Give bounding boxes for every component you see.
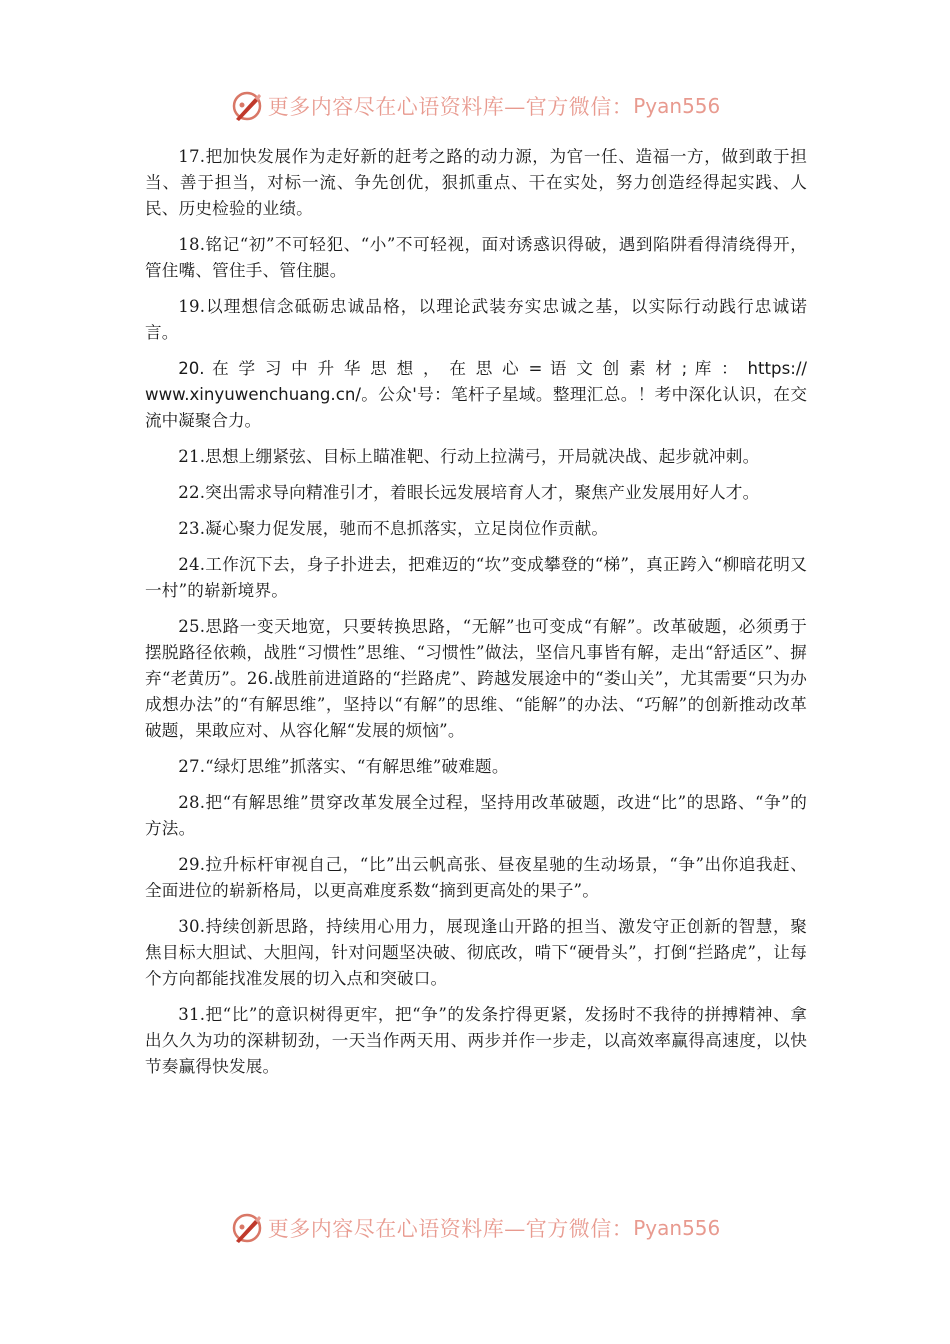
paragraph-24: 24.工作沉下去，身子扑进去，把难迈的“坎”变成攀登的“梯”，真正跨入“柳暗花明又一村”的崭新境界。 <box>145 555 807 600</box>
banner-text: 更多内容尽在心语资料库—官方微信： <box>267 1217 634 1241</box>
paragraph-17: 17.把加快发展作为走好新的赶考之路的动力源，为官一任、造福一方，做到敢于担当、善于担当，对标一流、争先创优，狠抓重点、干在实处，努力创造经得起实践、人民、历史检验的业绩。 <box>145 147 807 218</box>
document-body <box>145 144 807 1090</box>
paragraph-19: 19.以理想信念砥砺忠诚品格，以理论武装夯实忠诚之基，以实际行动践行忠诚诺言。 <box>145 297 807 342</box>
wechat-id: Pyan556 <box>633 1216 721 1240</box>
paragraph-27: 27.“绿灯思维”抓落实、“有解思维”破难题。 <box>178 757 509 776</box>
paragraph-25-26: 25.思路一变天地宽，只要转换思路，“无解”也可变成“有解”。改革破题，必须勇于摆脱路径依赖，战胜“习惯性”思维、“习惯性”做法，坚信凡事皆有解，走出“舒适区”、摒弃“老黄历”。26.战胜前进道路的“拦路虎”、跨越发展途中的“娄山关”，尤其需要“只为办成想办法”的“有解思维”，坚持以“有解”的思维、“能解”的办法、“巧解”的创新推动改革破题，果敢应对、从容化解“发展的烦恼”。 <box>145 617 807 740</box>
paragraph-21: 21.思想上绷紧弦、目标上瞄准靶、行动上拉满弓，开局就决战、起步就冲刺。 <box>178 447 760 466</box>
paragraph-22: 22.突出需求导向精准引才，着眼长远发展培育人才，聚焦产业发展用好人才。 <box>178 483 760 502</box>
header-banner <box>0 86 950 126</box>
pen-logo-icon <box>230 89 264 123</box>
pen-logo-icon <box>230 1211 264 1245</box>
paragraph-23: 23.凝心聚力促发展，驰而不息抓落实，立足岗位作贡献。 <box>178 519 609 538</box>
paragraph-20: 20. 在 学 习 中 升 华 思 想 ， 在 思 心 = 语 文 创 素 材 ; 库 ： https:// www.xinyuwenchuang.cn/。公众'号：笔杆子星域。整理汇总。！考中深化认识，在交流中凝聚合力。 <box>145 359 807 430</box>
wechat-id: Pyan556 <box>633 94 721 118</box>
banner-text: 更多内容尽在心语资料库—官方微信： <box>267 95 634 119</box>
paragraph-31: 31.把“比”的意识树得更牢，把“争”的发条拧得更紧，发扬时不我待的拼搏精神、拿出久久为功的深耕韧劲，一天当作两天用、两步并作一步走，以高效率赢得高速度，以快节奏赢得快发展。 <box>145 1005 807 1076</box>
paragraph-30: 30.持续创新思路，持续用心用力，展现逢山开路的担当、激发守正创新的智慧，聚焦目标大胆试、大胆闯，针对问题坚决破、彻底改，啃下“硬骨头”，打倒“拦路虎”，让每个方向都能找准发展的切入点和突破口。 <box>145 917 807 988</box>
paragraph-28: 28.把“有解思维”贯穿改革发展全过程，坚持用改革破题，改进“比”的思路、“争”的方法。 <box>145 793 807 838</box>
paragraph-18: 18.铭记“初”不可轻犯、“小”不可轻视，面对诱惑识得破，遇到陷阱看得清绕得开，管住嘴、管住手、管住腿。 <box>145 235 807 280</box>
paragraph-29: 29.拉升标杆审视自己，“比”出云帆高张、昼夜星驰的生动场景，“争”出你追我赶、全面进位的崭新格局，以更高难度系数“摘到更高处的果子”。 <box>145 855 807 900</box>
footer-banner <box>0 1208 950 1248</box>
